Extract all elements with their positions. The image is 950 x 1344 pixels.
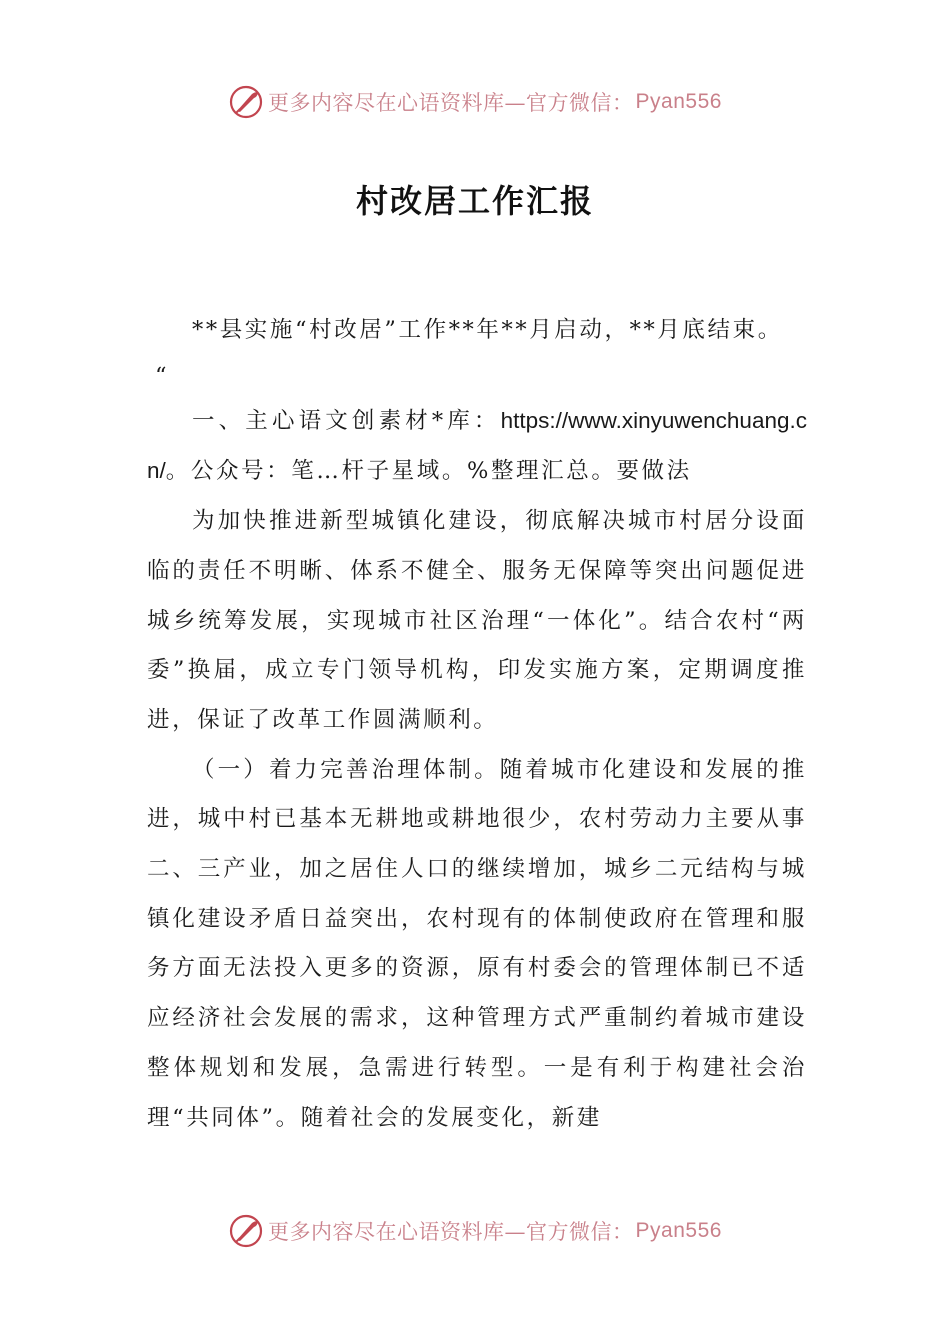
section1-prefix: 一、主心语文创素材*库： [192, 407, 501, 434]
quill-pen-logo-icon [228, 84, 264, 120]
paragraph-3: （一）着力完善治理体制。随着城市化建设和发展的推进，城中村已基本无耕地或耕地很少，农村劳动力主要从事二、三产业，加之居住人口的继续增加，城乡二元结构与城镇化建设矛盾日益突出，农村现有的体制使政府在管理和服务方面无法投入更多的资源，原有村委会的管理体制已不适应经济社会发展的需求，这种管理方式严重制约着城市建设整体规划和发展，急需进行转型。一是有利于构建社会治理“共同体”。随着社会的发展变化，新建 [147, 756, 807, 1131]
watermark-banner-bottom [0, 1211, 950, 1251]
section1-suffix: 。公众号：笔…杆子星域。%整理汇总。要做法 [165, 458, 692, 485]
watermark-wechat-id: Pyan556 [635, 90, 722, 113]
watermark-text: 更多内容尽在心语资料库—官方微信： [268, 91, 634, 115]
stray-quote-mark: “ [155, 362, 170, 389]
watermark-banner-top [0, 82, 950, 122]
quill-pen-logo-icon [228, 1213, 264, 1249]
watermark-wechat-id: Pyan556 [635, 1219, 722, 1242]
section1-heading [147, 396, 807, 497]
source-url-link[interactable]: https://www.xinyuwenchuang.cn/ [147, 407, 807, 484]
paragraph-2: 为加快推进新型城镇化建设，彻底解决城市村居分设面临的责任不明晰、体系不健全、服务无保障等突出问题促进城乡统筹发展，实现城市社区治理“一体化”。结合农村“两委”换届，成立专门领导机构，印发实施方案，定期调度推进，保证了改革工作圆满顺利。 [147, 508, 807, 733]
document-body [147, 306, 807, 1143]
watermark-text: 更多内容尽在心语资料库—官方微信： [268, 1220, 634, 1244]
document-title: 村改居工作汇报 [355, 182, 594, 220]
intro-paragraph: **县实施“村改居”工作**年**月启动，**月底结束。 [192, 317, 783, 343]
